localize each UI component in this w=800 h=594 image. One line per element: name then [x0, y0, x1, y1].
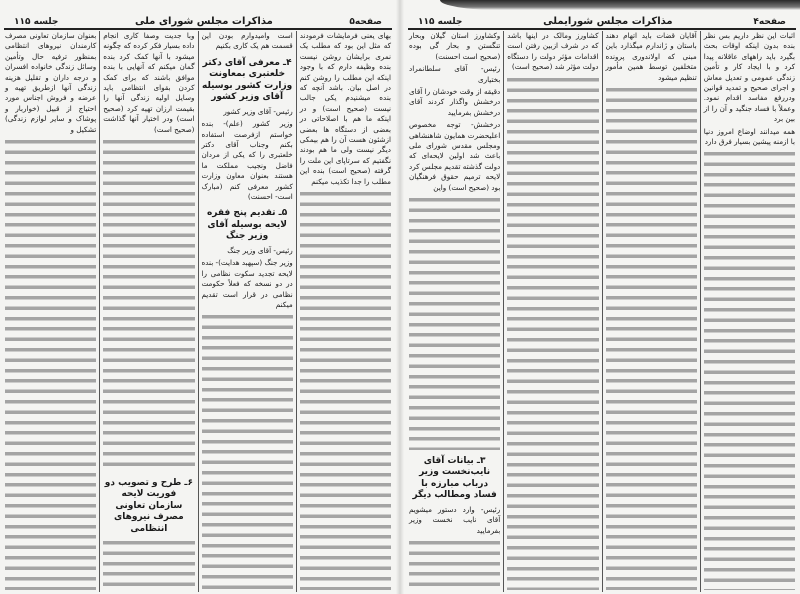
paragraph: بهای یعنی فرمایشات فرمودند که مثل این بود که مطلب یک نمری برایشان روشن نیست بنده وظیفه دارم که با وجود اینکه این مطلب را روشن کنم در اصل بیان. باشد آنچه که بنده میشنیدم یکی جالب نیست (صحیح است) و در اینکه ما هم با اصلاحاتی در بعضی از دستگاه ها بعضی ازشئون هست آن را هم بیمکی دیگر نیست ولی ما هم بودند نگفتیم که سرتاپای این ملت را گرفته (صحیح است) بنده این مطلب را جدا تکذیب میکنم: [299, 31, 391, 186]
paragraph: کشاورز ومالک در اینها باشد که در شرف ازبین رفتن است اقدامات مؤثر دولت را دستگاه دولت مؤثر شد (صحیح است): [507, 31, 599, 72]
page-number: صفحه۴: [753, 17, 786, 27]
speaker-line: رئیس- آقای وزیر کشور: [223, 106, 293, 116]
speaker-line: رئیس- آقای سلطانمراد بختیاری: [409, 64, 501, 84]
paragraph: همه میدانند اوضاع امروز دنیا با ازمنه پیشین بسیار فرق دارد: [703, 126, 795, 147]
session-number: جلسه ۱۱۵: [14, 17, 59, 27]
left-page: [0, 0, 396, 594]
text-lines: [300, 189, 391, 590]
text-lines: [202, 312, 293, 590]
columns: [2, 31, 394, 592]
right-page: [404, 0, 800, 594]
speaker-line: رئیس- آقای وزیر جنگ: [227, 245, 293, 255]
text-lines: [507, 75, 598, 590]
paragraph: وزیر کشور (علم)- بنده خواستم ازفرصت استفاده بکنم وجناب آقای دکتر خلعتبری را که یکی از مردان فاضل ونجیب مملکت ما هستند بعنوان معاون وزارت کشور معرفی کنم (مبارک است- احسنت): [201, 119, 293, 202]
paragraph: وبا جدیت وصفا کاری انجام داده بسیار فکر کرده که چگونه میشود با آنها کمک کرد بنده گمان میکنم که آنهایی با بنده موافق باشند که برای کمک کردن بقوای انتظامی باید وسایل اولیه زندگی آنها را بقیمت ارزان تهیه کرد (صحیح است) ودر اختیار آنها گذاشت (صحیح است): [103, 31, 195, 134]
paragraph: اثبات این نظر داریم بس نظر بنده بدون اینکه اوقات بحث بگیرد باید راههای عاقلانه پیدا کرد و با ایجاد کار و تأمین زندگی عمومی و تعدیل معاش و اجرای صحیح و تمدید قوانین ودررفع مفاسد اقدام نمود. وعملاً با فساد جنگید و آن را از بین برد: [703, 31, 795, 124]
column-3: [99, 31, 197, 592]
page-header: [4, 12, 392, 30]
column-2: [198, 31, 296, 592]
paragraph: درخشش- توجه مخصوص اعلیحضرت همایون شاهنشاهی ومجلس مقدس شورای ملی باعث شد اولین لایحه‌ای که دولت گذشته تقدیم مجلس کرد لایحه ترمیم حقوق فرهنگیان بود (صحیح است) واین: [409, 120, 501, 192]
paragraph: است وامیدوارم بودن این قسمت هم یک کاری بکنیم: [201, 31, 293, 51]
publication-title: مذاکرات مجلس شورای ملی: [134, 16, 273, 27]
paragraph: وزیر جنگ (سپهبد هدایت)- بنده لایحه تجدید سکوت نظامی را در دو نسخه که فعلاً حکومت نظامی در قرار است تقدیم میکنم: [201, 258, 293, 309]
page-fold: [396, 0, 404, 594]
session-number: جلسه ۱۱۵: [418, 17, 463, 27]
column-1: [700, 31, 798, 592]
publication-title: مذاکرات مجلس شورایملی: [543, 16, 673, 27]
columns: [406, 31, 798, 592]
section-heading-6: ۶ـ طرح و تصویب دو فوریت لایحه سازمان تعاونی مصرف نیروهای انتظامی: [104, 477, 194, 534]
text-lines: [5, 137, 96, 590]
column-2: [602, 31, 700, 592]
paragraph: دقیقه از وقت خودشان را آقای درخشش واگذار کردند آقای درخشش بفرمایید: [409, 87, 501, 117]
speaker-line: رئیس- وارد دستور میشویم آقای نایب نخست وزیر بفرمایید: [409, 504, 501, 535]
section-heading-3: ۳ـ بیانات آقای نایب‌نخست وزیر درباب مبارزه با فساد ومطالب دیگر: [412, 455, 497, 501]
text-lines: [409, 538, 500, 590]
section-heading-4: ۴ـ معرفی آقای دکتر خلعتبری بمعاونت وزارت کشور بوسیله آقای وزیر کشور: [202, 57, 293, 103]
text-lines: [103, 538, 194, 590]
text-lines: [606, 85, 697, 590]
page-header: [408, 12, 796, 30]
column-3: [503, 31, 601, 592]
page-number: صفحه۵: [349, 17, 382, 27]
column-4: [2, 31, 99, 592]
text-lines: [409, 195, 500, 450]
column-1: [296, 31, 394, 592]
paragraph: وکشاورز استان گیلان وبحار تنگستن و بحار گی بوده (صحیح است احسنت): [409, 31, 501, 61]
paragraph: آقایان قضات باید اتهام دهند باستان و ژاندارم میگذارد باین مبنی که اولاندوری پرونده متخلفین توسط همین مأمور تنظیم میشود: [605, 31, 697, 82]
text-lines: [704, 149, 795, 590]
section-heading-5: ۵ـ تقدیم پنج فقره لایحه بوسیله آقای وزیر جنگ: [206, 208, 288, 242]
paragraph: بعنوان سازمان تعاونی مصرف کارمندان نیروهای انتظامی بمنظور ترفیه حال وتأمین وسائل زندگی خانواده افسران و درجه داران و تقلیل هزینه زندگی آنها ازطریق تهیه و عرضه و فروش اجناس مورد احتیاج از قبیل (خواربار و پوشاک و سایر لوازم زندگی) تشکیل و: [5, 31, 97, 134]
text-lines: [103, 137, 194, 471]
column-4: [406, 31, 503, 592]
